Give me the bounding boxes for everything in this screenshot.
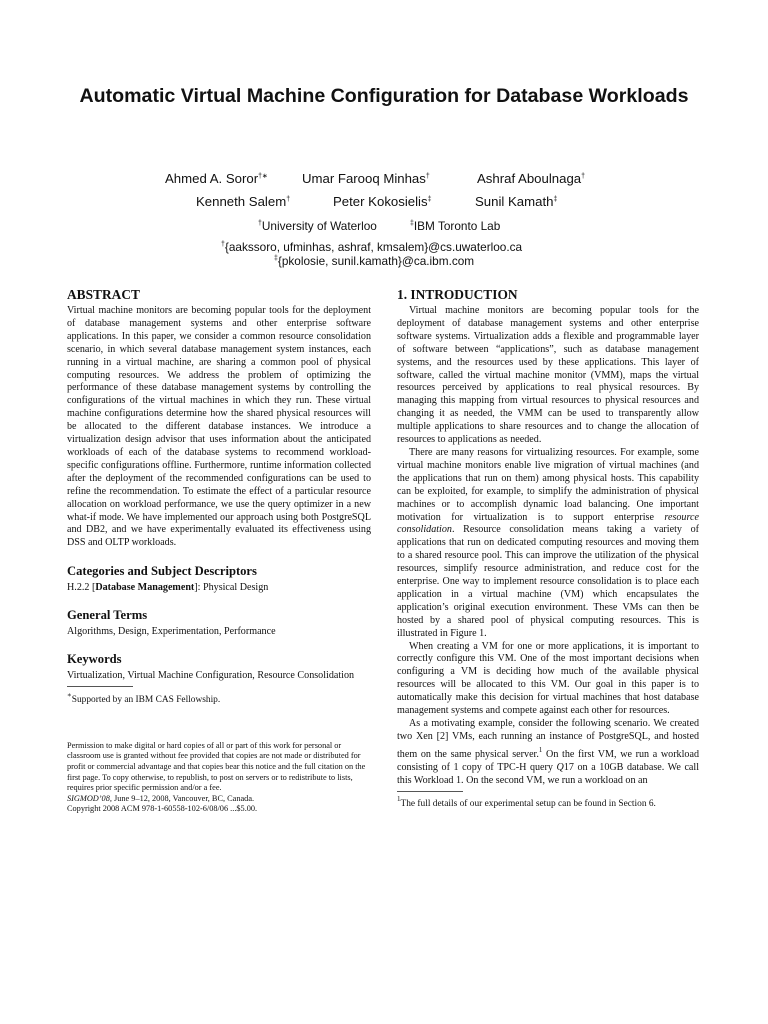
footnote: $^1$The full details of our experimental setup can be found in Section 6. (397, 794, 656, 809)
venue: SIGMOD’08, June 9–12, 2008, Vancouver, BC, Canada. (67, 793, 255, 803)
keywords-heading: Keywords (67, 652, 122, 667)
intro-paragraph: As a motivating example, consider the following scenario. We created two Xen [2] VMs, each running an instance of PostgreSQL, and hosted them on the same physical server.$^1$ On the first VM, we run a workload consisting of 1 copy of TPC-H query Q17 on a 10GB database. We call this Workload 1. On the second VM, we run a workload on an (397, 718, 700, 786)
paper-title: Automatic Virtual Machine Configuration for Database Workloads (79, 85, 689, 107)
author-name: Sunil Kamath‡ (475, 194, 558, 209)
left-column (67, 286, 371, 815)
footnote-rule (67, 686, 133, 687)
categories-heading: Categories and Subject Descriptors (67, 564, 257, 579)
abstract-heading: ABSTRACT (67, 287, 140, 302)
introduction-heading: 1. INTRODUCTION (397, 287, 518, 302)
abstract-text: Virtual machine monitors are becoming popular tools for the deployment of database management systems and other enterprise software applications. In this paper, we consider a common resource consolidation scenario, in which several database management system instances, each running in a virtual machine, are sharing a common pool of physical computing resources. We address the problem of optimizing the performance of these database management systems by controlling the configurations of the virtual machines in which they run. These virtual machine configurations determine how the shared physical resources will be allocated to the different database instances. We introduce a virtualization design advisor that uses information about the anticipated workloads of each of the database systems to recommend workload-specific configurations offline. Furthermore, runtime information collected after the deployment of the recommended configurations can be used to refine the recommendation. To estimate the effect of a particular resource allocation on workload performance, we use the query optimizer in a new what-if mode. We have implemented our approach using both PostgreSQL and DB2, and we have experimentally evaluated its effectiveness using DSS and OLTP workloads. (67, 305, 371, 549)
intro-paragraph: When creating a VM for one or more applications, it is important to correctly configure this VM. One of the most important decisions when configuring a VM is deciding how much of the available physical resources will be allocated to this VM. Our goal in this paper is to automatically make this decision for virtual machines that host database management systems and compete against each other for resources. (397, 640, 699, 717)
intro-paragraph: Virtual machine monitors are becoming popular tools for the deployment of database management systems and other enterprise software systems. Virtualization adds a flexible and programmable layer of software between “applications”, such as database management systems, and the resources used by these applications. This layer of software, called the virtual machine monitor (VMM), maps the virtual resources perceived by applications to real physical resources. By managing this mapping from virtual resources to physical resources and changing it as needed, the VMM can be used to transparently allow multiple applications to share resources and to change the allocation of resources to applications as needed. (397, 305, 699, 446)
author-name: Peter Kokosielis‡ (333, 194, 432, 209)
footnote: ∗Supported by an IBM CAS Fellowship. (67, 690, 221, 705)
general-terms-heading: General Terms (67, 608, 148, 623)
categories-text: H.2.2 [Database Management]: Physical Design (67, 582, 269, 594)
permission-notice: Permission to make digital or hard copies of all or part of this work for personal or classroom use is granted without fee provided that copies are not made or distributed for profit or commercial advantage and that copies bear this notice and the full citation on the first page. To copy otherwise, to republish, to post on servers or to redistribute to lists, requires prior specific permission and/or a fee. (67, 740, 366, 793)
affiliation: †University of Waterloo (258, 219, 377, 233)
general-terms-text: Algorithms, Design, Experimentation, Performance (67, 626, 276, 638)
intro-paragraph: There are many reasons for virtualizing resources. For example, some virtual machine monitors enable live migration of virtual machines (and the applications that run on them) among physical hosts. This capability can be exploited, for example, to simplify the administration of physical machines or to accomplish dynamic load balancing. One important motivation for virtualization is to support enterprise resource consolidation. Resource consolidation means taking a variety of applications that run on dedicated computing resources and moving them to a shared resource pool. This can improve the utilization of the physical resources, simplify resource administration, and reduce cost for the enterprise. One way to implement resource consolidation is to place each application in a virtual machine (VM) which encapsulates the application’s original execution environment. These VMs can then be hosted by a shared pool of physical computing resources. This is illustrated in Figure 1. (397, 446, 699, 639)
author-name: Kenneth Salem† (196, 194, 291, 209)
email-line: ‡{pkolosie, sunil.kamath}@ca.ibm.com (274, 254, 475, 268)
email-line: †{aakssoro, ufminhas, ashraf, kmsalem}@cs.uwaterloo.ca (221, 240, 523, 254)
footnote-rule (397, 791, 463, 792)
affiliation: ‡IBM Toronto Lab (410, 219, 501, 233)
keywords-text: Virtualization, Virtual Machine Configuration, Resource Consolidation (67, 670, 355, 682)
author-name: Ashraf Aboulnaga† (477, 171, 586, 186)
copyright: Copyright 2008 ACM 978-1-60558-102-6/08/06 ...$5.00. (67, 804, 258, 814)
right-column (397, 286, 699, 810)
author-name: Ahmed A. Soror†∗ (165, 171, 268, 186)
author-name: Umar Farooq Minhas† (302, 171, 430, 186)
